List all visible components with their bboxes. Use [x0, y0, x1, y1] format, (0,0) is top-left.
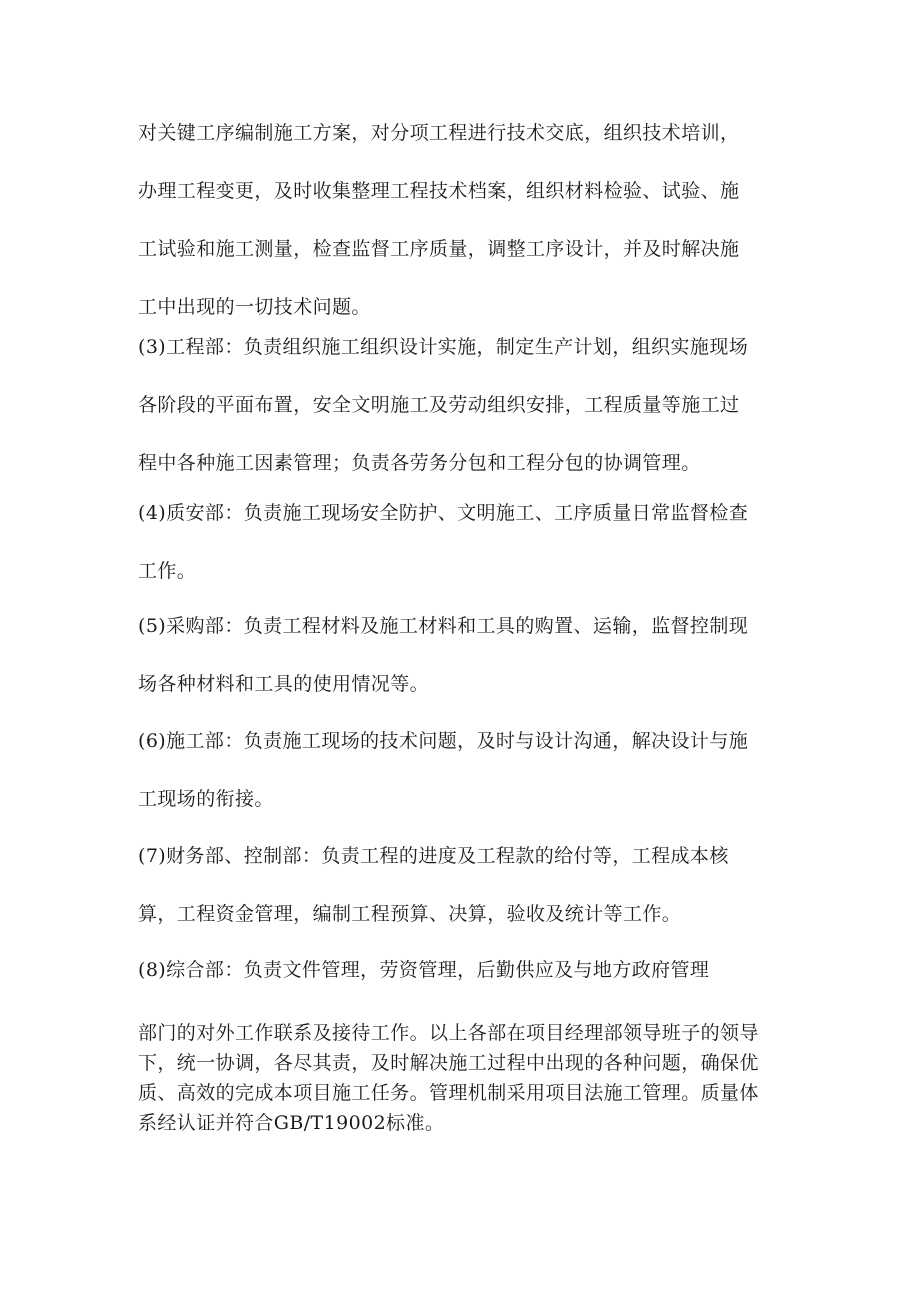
text-line: (5)采购部：负责工程材料及施工材料和工具的购置、运输，监督控制现 [138, 615, 749, 637]
text-line: 质、高效的完成本项目施工任务。管理机制采用项目法施工管理。质量体 [138, 1082, 759, 1104]
paragraph-item-7 [138, 827, 788, 943]
text-line: 办理工程变更，及时收集整理工程技术档案，组织材料检验、试验、施 [138, 180, 740, 202]
text-line: 下，统一协调，各尽其责，及时解决施工过程中出现的各种问题，确保优 [138, 1052, 759, 1074]
paragraph-item-3 [138, 318, 788, 492]
text-line: (4)质安部：负责施工现场安全防护、文明施工、工序质量日常监督检查 [138, 502, 749, 524]
text-line: 系经认证并符合GB/T19002标准。 [138, 1112, 445, 1134]
text-line: 算，工程资金管理，编制工程预算、决算，验收及统计等工作。 [138, 903, 682, 925]
paragraph-item-5 [138, 597, 788, 713]
text-line: 程中各种施工因素管理；负责各劳务分包和工程分包的协调管理。 [138, 452, 701, 474]
text-line: 场各种材料和工具的使用情况等。 [138, 673, 430, 695]
text-line: (7)财务部、控制部：负责工程的进度及工程款的给付等，工程成本核 [138, 845, 729, 867]
text-line: 工现场的衔接。 [138, 788, 274, 810]
text-line: 工作。 [138, 560, 197, 582]
paragraph-closing [138, 1018, 788, 1138]
text-line: (6)施工部：负责施工现场的技术问题，及时与设计沟通，解决设计与施 [138, 730, 749, 752]
text-line: 工试验和施工测量，检查监督工序质量，调整工序设计，并及时解决施 [138, 238, 740, 260]
text-line: 工中出现的一切技术问题。 [138, 296, 371, 318]
text-line: (3)工程部：负责组织施工组织设计实施，制定生产计划，组织实施现场 [138, 336, 749, 358]
text-line: 各阶段的平面布置，安全文明施工及劳动组织安排，工程质量等施工过 [138, 394, 740, 416]
paragraph-item-6 [138, 712, 788, 828]
paragraph-intro [138, 104, 788, 336]
text-line: 对关键工序编制施工方案，对分项工程进行技术交底，组织技术培训， [138, 122, 740, 144]
text-line: 部门的对外工作联系及接待工作。以上各部在项目经理部领导班子的领导 [138, 1022, 759, 1044]
paragraph-item-4 [138, 484, 788, 600]
paragraph-item-8 [138, 941, 788, 999]
text-line: (8)综合部：负责文件管理，劳资管理，后勤供应及与地方政府管理 [138, 959, 710, 981]
